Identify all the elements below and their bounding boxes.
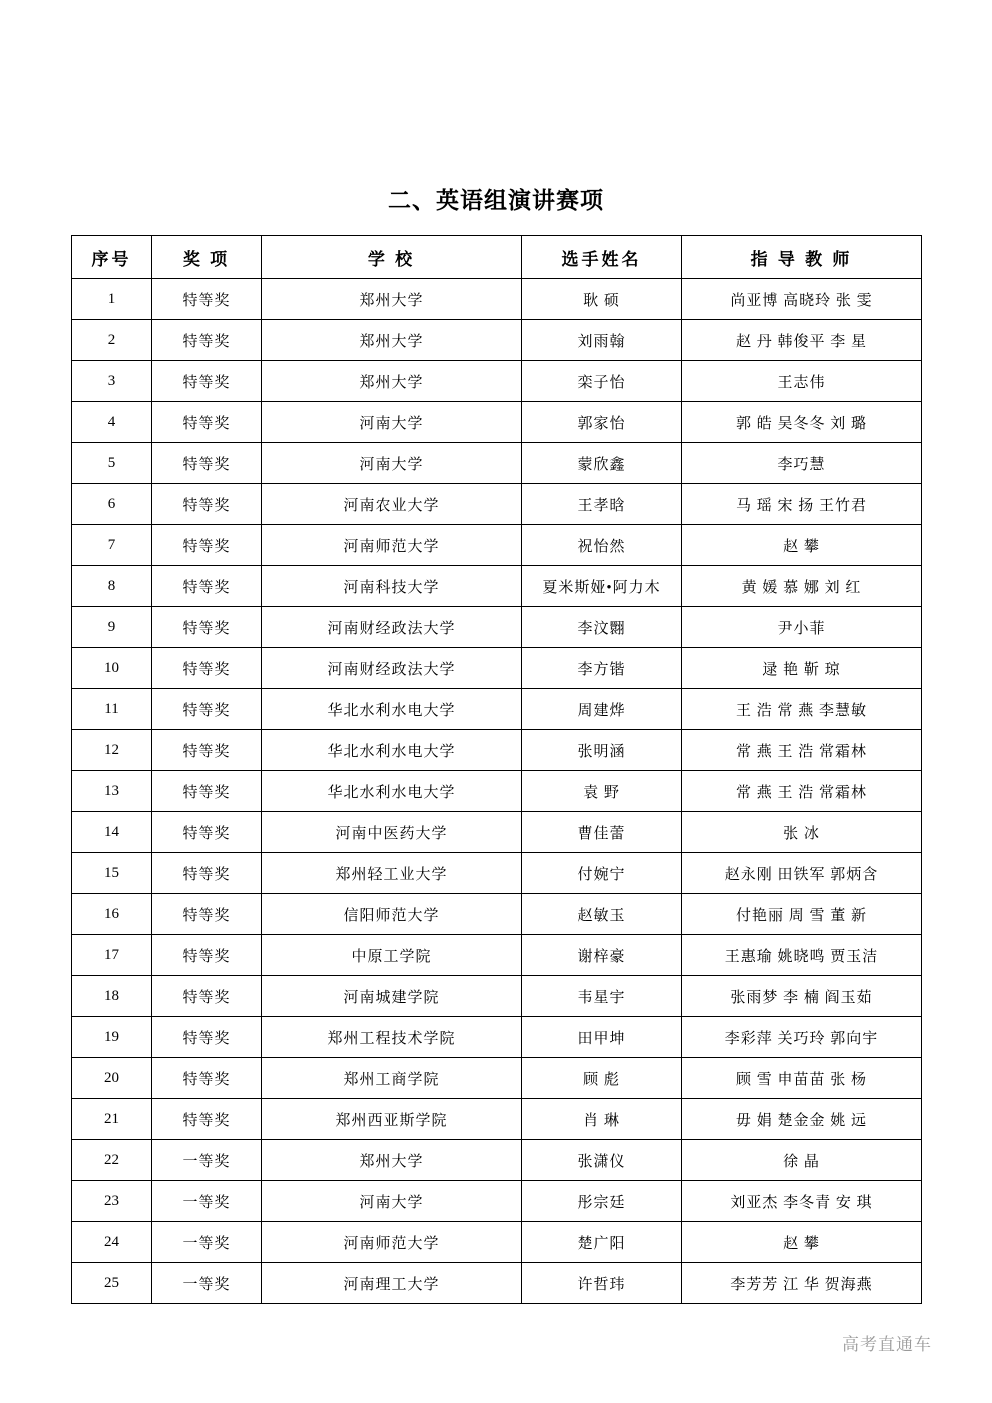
table-row (72, 771, 922, 812)
cell-serial-number: 4 (72, 402, 152, 443)
cell-instructor: 赵 丹 韩俊平 李 星 (682, 320, 922, 361)
table-row (72, 812, 922, 853)
cell-instructor: 尹小菲 (682, 607, 922, 648)
page-title: 二、英语组演讲赛项 (388, 188, 604, 213)
cell-instructor: 李巧慧 (682, 443, 922, 484)
cell-serial-number: 18 (72, 976, 152, 1017)
column-header-no: 序号 (72, 236, 152, 279)
cell-school: 郑州大学 (262, 320, 522, 361)
cell-instructor: 李彩萍 关巧玲 郭向宇 (682, 1017, 922, 1058)
cell-school: 郑州工商学院 (262, 1058, 522, 1099)
cell-serial-number: 1 (72, 279, 152, 320)
cell-instructor: 马 瑶 宋 扬 王竹君 (682, 484, 922, 525)
cell-contestant-name: 蒙欣鑫 (522, 443, 682, 484)
cell-contestant-name: 栾子怡 (522, 361, 682, 402)
cell-award: 特等奖 (152, 607, 262, 648)
cell-award: 特等奖 (152, 525, 262, 566)
table-row (72, 1017, 922, 1058)
cell-contestant-name: 王孝晗 (522, 484, 682, 525)
cell-school: 郑州大学 (262, 1140, 522, 1181)
cell-contestant-name: 彤宗廷 (522, 1181, 682, 1222)
cell-contestant-name: 肖 琳 (522, 1099, 682, 1140)
cell-contestant-name: 许哲玮 (522, 1263, 682, 1304)
cell-award: 特等奖 (152, 1017, 262, 1058)
cell-contestant-name: 韦星宇 (522, 976, 682, 1017)
cell-award: 一等奖 (152, 1140, 262, 1181)
table-row (72, 730, 922, 771)
cell-award: 特等奖 (152, 976, 262, 1017)
cell-school: 河南大学 (262, 1181, 522, 1222)
table-row (72, 689, 922, 730)
cell-school: 信阳师范大学 (262, 894, 522, 935)
cell-instructor: 尚亚博 高晓玲 张 雯 (682, 279, 922, 320)
watermark: 高考直通车 (842, 1335, 932, 1354)
table-row (72, 894, 922, 935)
cell-award: 一等奖 (152, 1181, 262, 1222)
cell-school: 河南城建学院 (262, 976, 522, 1017)
cell-contestant-name: 楚广阳 (522, 1222, 682, 1263)
column-header-award: 奖 项 (152, 236, 262, 279)
cell-contestant-name: 张明涵 (522, 730, 682, 771)
cell-contestant-name: 耿 硕 (522, 279, 682, 320)
cell-serial-number: 13 (72, 771, 152, 812)
cell-contestant-name: 刘雨翰 (522, 320, 682, 361)
cell-school: 华北水利水电大学 (262, 689, 522, 730)
cell-instructor: 赵永刚 田铁军 郭炳含 (682, 853, 922, 894)
cell-instructor: 付艳丽 周 雪 董 新 (682, 894, 922, 935)
cell-instructor: 赵 攀 (682, 525, 922, 566)
cell-award: 特等奖 (152, 279, 262, 320)
cell-instructor: 赵 攀 (682, 1222, 922, 1263)
cell-contestant-name: 赵敏玉 (522, 894, 682, 935)
cell-award: 特等奖 (152, 1099, 262, 1140)
cell-school: 郑州轻工业大学 (262, 853, 522, 894)
table-row (72, 1099, 922, 1140)
table-row (72, 648, 922, 689)
cell-school: 郑州大学 (262, 361, 522, 402)
table-row (72, 402, 922, 443)
table-row (72, 484, 922, 525)
table-row (72, 361, 922, 402)
cell-instructor: 李芳芳 江 华 贺海燕 (682, 1263, 922, 1304)
cell-award: 特等奖 (152, 648, 262, 689)
table-row (72, 1263, 922, 1304)
cell-school: 河南师范大学 (262, 525, 522, 566)
cell-serial-number: 23 (72, 1181, 152, 1222)
table-row (72, 935, 922, 976)
cell-award: 特等奖 (152, 1058, 262, 1099)
cell-award: 特等奖 (152, 812, 262, 853)
table-row (72, 976, 922, 1017)
table-row (72, 566, 922, 607)
cell-instructor: 郭 皓 吴冬冬 刘 璐 (682, 402, 922, 443)
table-row (72, 1181, 922, 1222)
cell-serial-number: 10 (72, 648, 152, 689)
cell-award: 一等奖 (152, 1222, 262, 1263)
cell-contestant-name: 顾 彪 (522, 1058, 682, 1099)
cell-school: 郑州工程技术学院 (262, 1017, 522, 1058)
cell-instructor: 王惠瑜 姚晓鸣 贾玉洁 (682, 935, 922, 976)
table-row (72, 853, 922, 894)
table-body (72, 279, 922, 1304)
cell-instructor: 常 燕 王 浩 常霜林 (682, 730, 922, 771)
cell-contestant-name: 周建烨 (522, 689, 682, 730)
cell-instructor: 张 冰 (682, 812, 922, 853)
cell-serial-number: 17 (72, 935, 152, 976)
cell-award: 特等奖 (152, 566, 262, 607)
cell-serial-number: 14 (72, 812, 152, 853)
table-row (72, 525, 922, 566)
cell-school: 河南科技大学 (262, 566, 522, 607)
table-row (72, 443, 922, 484)
cell-serial-number: 24 (72, 1222, 152, 1263)
cell-serial-number: 25 (72, 1263, 152, 1304)
table-header-row (72, 236, 922, 279)
table-row (72, 1222, 922, 1263)
cell-school: 河南理工大学 (262, 1263, 522, 1304)
cell-contestant-name: 袁 野 (522, 771, 682, 812)
cell-instructor: 逯 艳 靳 琼 (682, 648, 922, 689)
cell-serial-number: 2 (72, 320, 152, 361)
cell-instructor: 刘亚杰 李冬青 安 琪 (682, 1181, 922, 1222)
cell-award: 特等奖 (152, 771, 262, 812)
cell-school: 华北水利水电大学 (262, 771, 522, 812)
cell-school: 郑州西亚斯学院 (262, 1099, 522, 1140)
cell-school: 河南财经政法大学 (262, 607, 522, 648)
cell-award: 一等奖 (152, 1263, 262, 1304)
cell-contestant-name: 田甲坤 (522, 1017, 682, 1058)
column-header-school: 学 校 (262, 236, 522, 279)
cell-instructor: 顾 雪 申苗苗 张 杨 (682, 1058, 922, 1099)
cell-serial-number: 6 (72, 484, 152, 525)
cell-serial-number: 3 (72, 361, 152, 402)
table-row (72, 279, 922, 320)
table-row (72, 1140, 922, 1181)
cell-school: 中原工学院 (262, 935, 522, 976)
cell-serial-number: 19 (72, 1017, 152, 1058)
cell-contestant-name: 李汶翾 (522, 607, 682, 648)
cell-instructor: 王 浩 常 燕 李慧敏 (682, 689, 922, 730)
cell-serial-number: 11 (72, 689, 152, 730)
cell-serial-number: 16 (72, 894, 152, 935)
cell-instructor: 王志伟 (682, 361, 922, 402)
cell-school: 河南中医药大学 (262, 812, 522, 853)
cell-award: 特等奖 (152, 935, 262, 976)
cell-award: 特等奖 (152, 894, 262, 935)
cell-school: 河南财经政法大学 (262, 648, 522, 689)
cell-school: 河南师范大学 (262, 1222, 522, 1263)
cell-serial-number: 9 (72, 607, 152, 648)
cell-award: 特等奖 (152, 402, 262, 443)
cell-contestant-name: 张潇仪 (522, 1140, 682, 1181)
table-row (72, 1058, 922, 1099)
cell-school: 河南大学 (262, 402, 522, 443)
cell-contestant-name: 夏米斯娅•阿力木 (522, 566, 682, 607)
cell-award: 特等奖 (152, 689, 262, 730)
cell-serial-number: 20 (72, 1058, 152, 1099)
cell-instructor: 张雨梦 李 楠 阎玉茹 (682, 976, 922, 1017)
table-row (72, 320, 922, 361)
table-header (72, 236, 922, 279)
cell-serial-number: 21 (72, 1099, 152, 1140)
cell-school: 郑州大学 (262, 279, 522, 320)
award-table (71, 235, 922, 1304)
cell-school: 河南农业大学 (262, 484, 522, 525)
cell-contestant-name: 祝怡然 (522, 525, 682, 566)
cell-school: 华北水利水电大学 (262, 730, 522, 771)
cell-serial-number: 8 (72, 566, 152, 607)
cell-serial-number: 5 (72, 443, 152, 484)
cell-award: 特等奖 (152, 320, 262, 361)
cell-serial-number: 15 (72, 853, 152, 894)
table-row (72, 607, 922, 648)
cell-instructor: 常 燕 王 浩 常霜林 (682, 771, 922, 812)
cell-award: 特等奖 (152, 443, 262, 484)
column-header-teacher: 指 导 教 师 (682, 236, 922, 279)
cell-instructor: 黄 媛 慕 娜 刘 红 (682, 566, 922, 607)
cell-award: 特等奖 (152, 361, 262, 402)
cell-award: 特等奖 (152, 484, 262, 525)
cell-school: 河南大学 (262, 443, 522, 484)
cell-contestant-name: 郭家怡 (522, 402, 682, 443)
column-header-name: 选手姓名 (522, 236, 682, 279)
cell-serial-number: 22 (72, 1140, 152, 1181)
cell-serial-number: 12 (72, 730, 152, 771)
cell-instructor: 徐 晶 (682, 1140, 922, 1181)
cell-instructor: 毋 娟 楚金金 姚 远 (682, 1099, 922, 1140)
cell-contestant-name: 曹佳蕾 (522, 812, 682, 853)
cell-award: 特等奖 (152, 853, 262, 894)
cell-contestant-name: 李方锴 (522, 648, 682, 689)
award-table-container (71, 235, 921, 1304)
cell-award: 特等奖 (152, 730, 262, 771)
cell-contestant-name: 谢梓豪 (522, 935, 682, 976)
cell-serial-number: 7 (72, 525, 152, 566)
cell-contestant-name: 付婉宁 (522, 853, 682, 894)
